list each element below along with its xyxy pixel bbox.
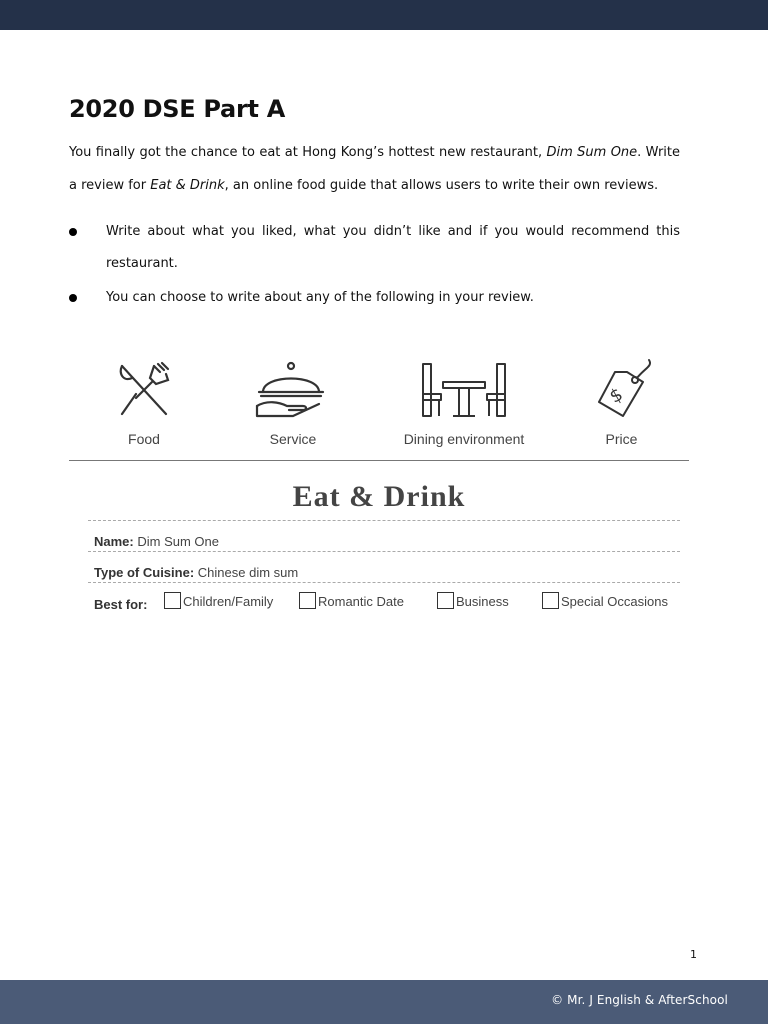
fork-knife-icon (114, 360, 174, 420)
topic-icons (69, 355, 689, 455)
best-for-label-row (94, 597, 147, 612)
section-divider (69, 460, 689, 461)
cuisine-value: Chinese dim sum (197, 565, 299, 580)
intro-text-1: You finally got the chance to eat at Hong Kong’s hottest new restaurant, (69, 145, 547, 160)
instruction-text: You can choose to write about any of the following in your review. (106, 290, 534, 305)
page-title: 2020 DSE Part A (69, 95, 285, 123)
top-bar (0, 0, 768, 30)
topic-price (589, 358, 654, 447)
topic-label: Service (269, 431, 317, 447)
topic-label: Food (128, 431, 160, 447)
checkbox-label: Romantic Date (318, 594, 404, 609)
guide-name: Eat & Drink (150, 178, 225, 193)
checkbox-business[interactable] (437, 592, 509, 609)
topic-label: Dining environment (403, 431, 525, 447)
instruction-text: Write about what you liked, what you didn’t like and if you would recommend this restaurant. (106, 224, 680, 271)
intro-paragraph (69, 136, 680, 202)
instruction-item (69, 282, 680, 314)
price-tag-icon (589, 358, 654, 420)
topic-food (114, 360, 174, 447)
topic-label: Price (605, 431, 638, 447)
checkbox-children-family[interactable] (164, 592, 273, 609)
topic-dining-environment (394, 360, 534, 447)
intro-text-2: . Write a review for (69, 145, 680, 193)
instruction-list (69, 216, 680, 316)
checkbox-icon[interactable] (542, 592, 559, 609)
footer-copyright: © Mr. J English & AfterSchool (551, 993, 728, 1007)
card-title: Eat & Drink (292, 480, 466, 513)
checkbox-label: Children/Family (183, 594, 274, 609)
name-value: Dim Sum One (137, 534, 220, 549)
instruction-item (69, 216, 680, 280)
bullet-icon (69, 228, 77, 236)
svg-text:$: $ (606, 383, 627, 408)
checkbox-label: Special Occasions (561, 594, 668, 609)
checkbox-special-occasions[interactable] (542, 592, 668, 609)
cuisine-row (94, 565, 298, 580)
card-line (88, 551, 680, 552)
best-for-label: Best for: (94, 597, 148, 612)
checkbox-romantic-date[interactable] (299, 592, 404, 609)
checkbox-icon[interactable] (164, 592, 181, 609)
checkbox-icon[interactable] (437, 592, 454, 609)
checkbox-icon[interactable] (299, 592, 316, 609)
checkbox-label: Business (456, 594, 509, 609)
cloche-icon (253, 360, 333, 420)
table-chairs-icon (419, 360, 509, 420)
cuisine-label: Type of Cuisine: (94, 565, 195, 580)
topic-service (253, 360, 333, 447)
card-line (88, 582, 680, 583)
name-label: Name: (94, 534, 134, 549)
name-row (94, 534, 219, 549)
page-number: 1 (690, 948, 697, 961)
intro-text-3: , an online food guide that allows users to write their own reviews. (224, 178, 659, 193)
bullet-icon (69, 294, 77, 302)
card-line (88, 520, 680, 521)
restaurant-name: Dim Sum One (546, 145, 638, 160)
